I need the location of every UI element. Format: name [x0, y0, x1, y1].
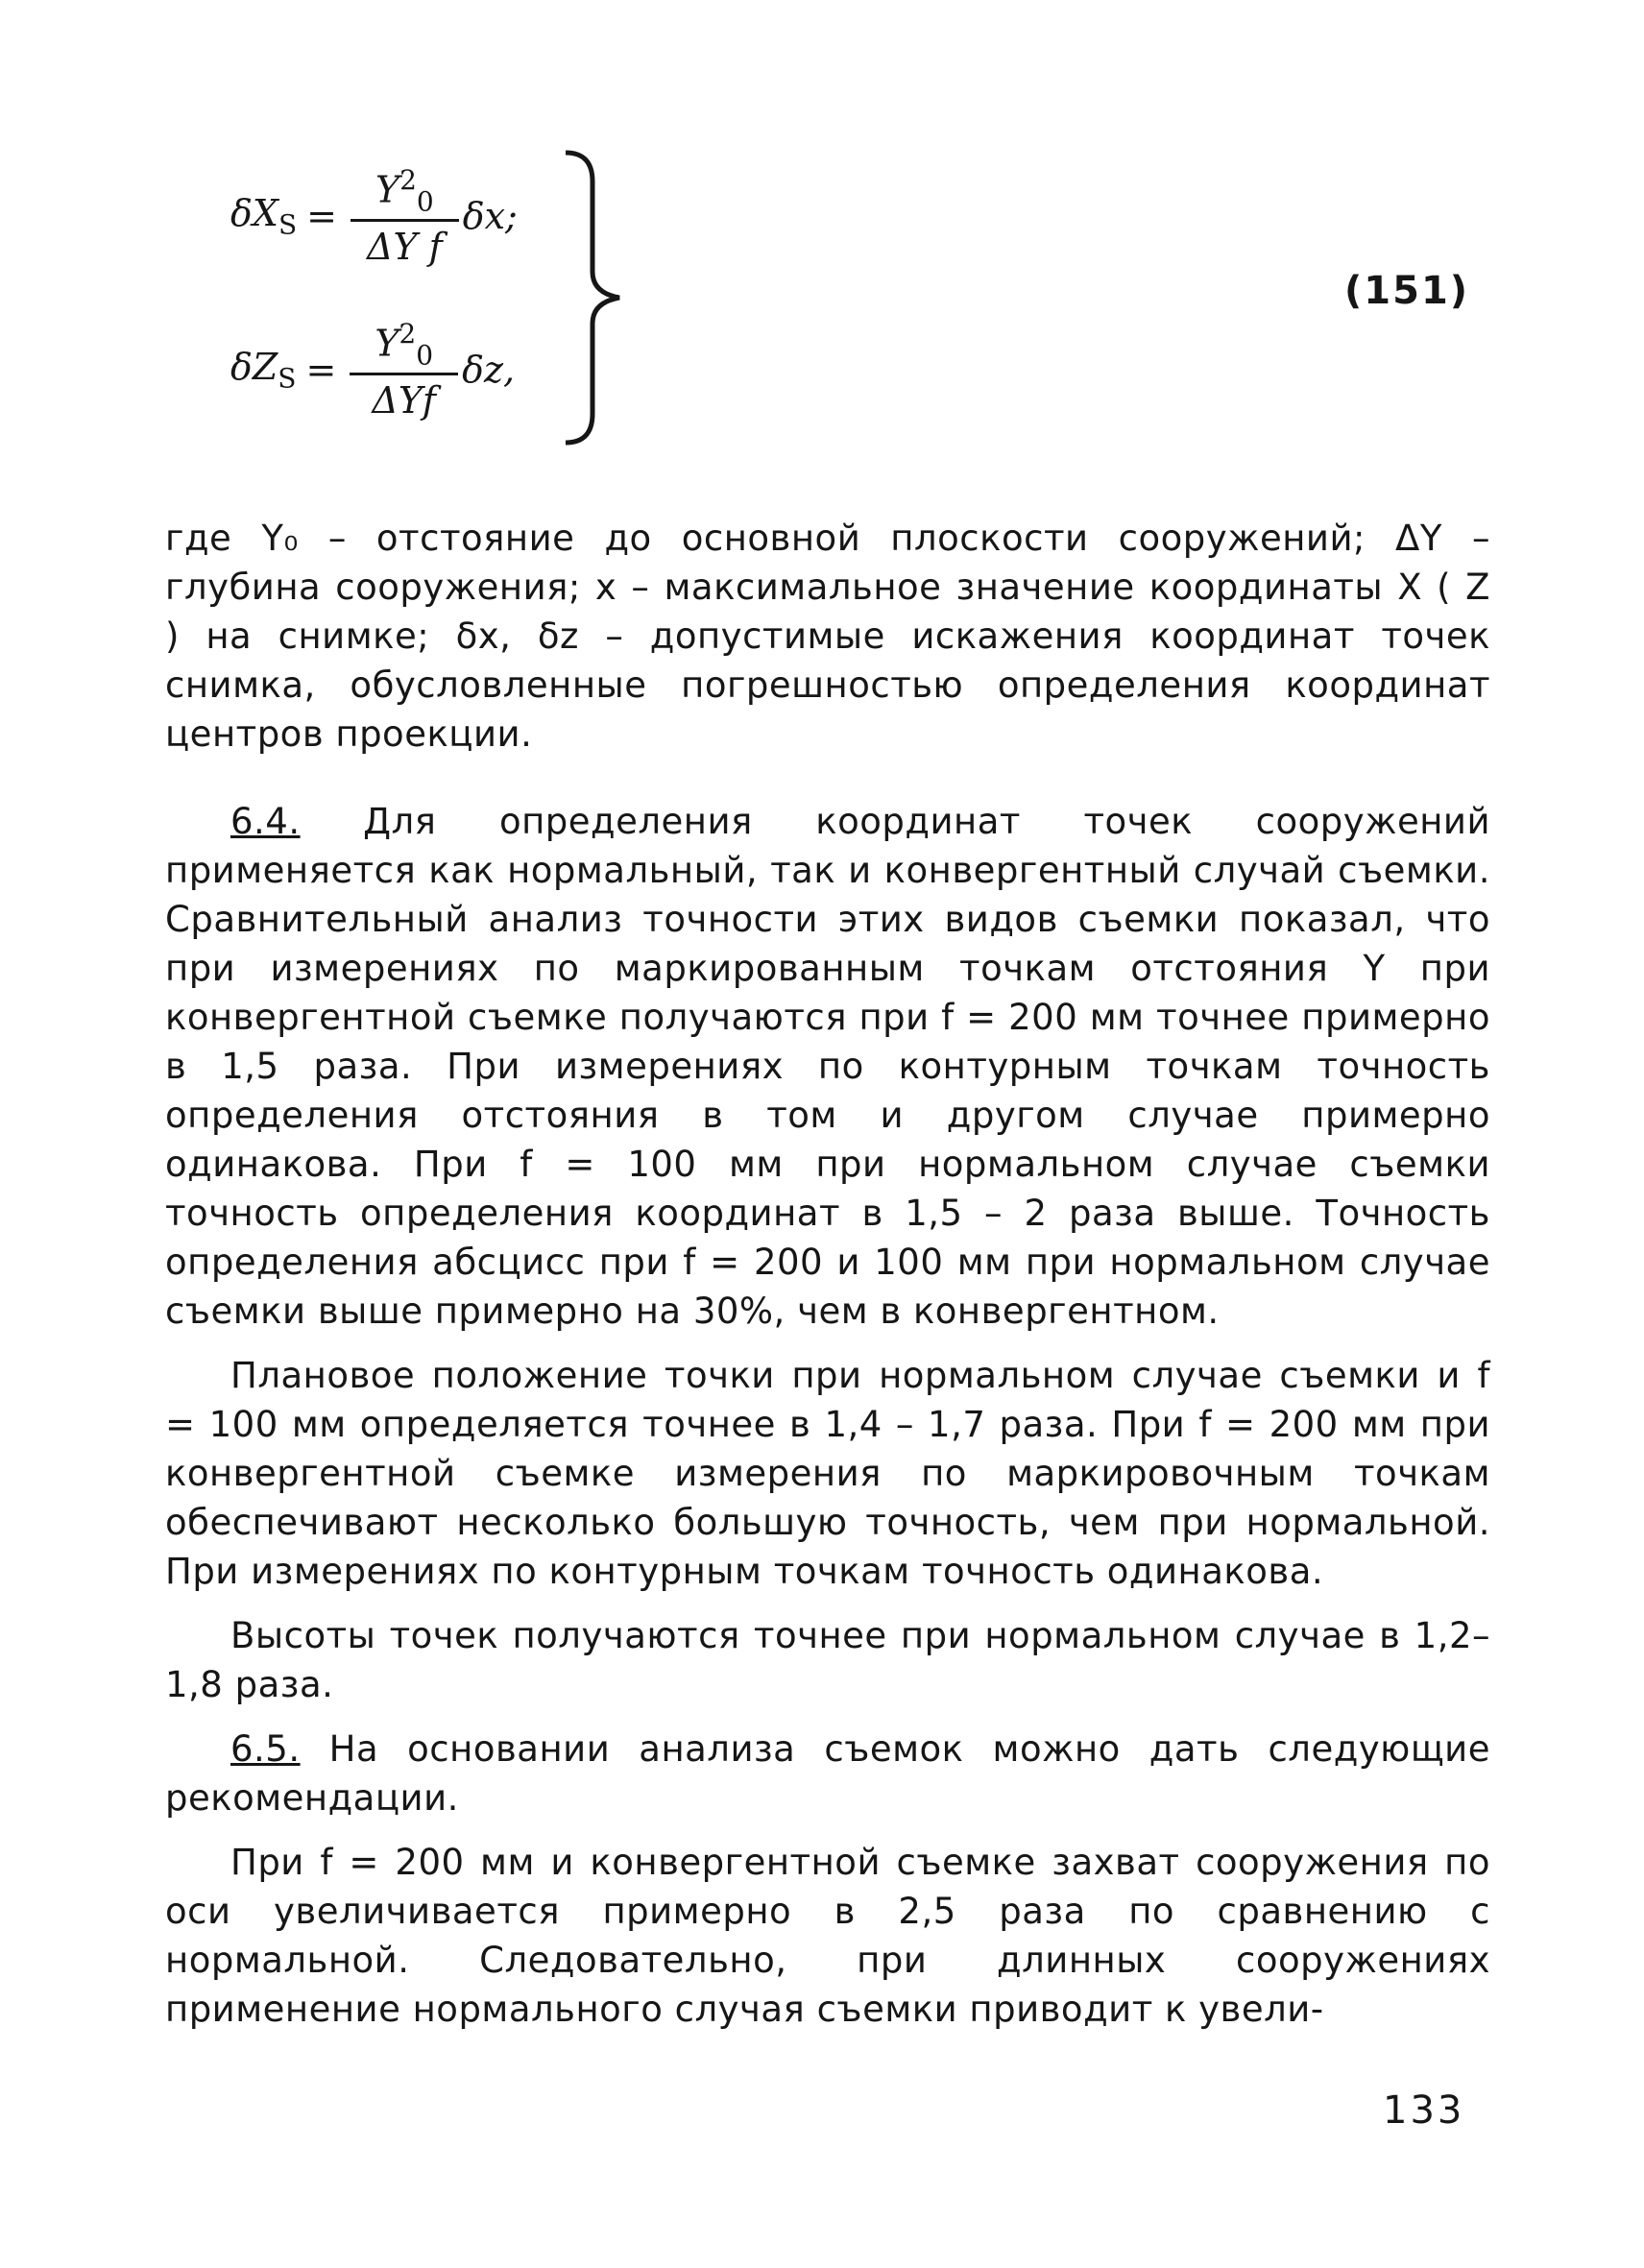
fraction: [351, 164, 459, 268]
equation-factor: δx;: [462, 195, 518, 237]
section-number: 6.4.: [230, 801, 301, 842]
equals-sign: =: [306, 195, 337, 237]
equation-delta-zs: [230, 317, 515, 422]
capture-paragraph: При f = 200 мм и конвергентной съемке захват сооружения по оси увеличивается примерно в 2,5 раза по сравнению с нормальной. Следовательно, при длинных сооружениях применение нормального случая съемки приводит к увели-: [165, 1842, 1490, 2030]
equation-number: (151): [1344, 269, 1470, 313]
right-brace-icon: [562, 149, 629, 446]
heights-paragraph: Высоты точек получаются точнее при нормальном случае в 1,2–1,8 раза.: [165, 1615, 1490, 1705]
fraction-numerator: $Y^2_0$: [351, 164, 459, 222]
fraction: [350, 318, 458, 422]
fraction-numerator: $Y^2_0$: [350, 318, 458, 375]
equation-lhs: $\delta Z_S$: [230, 345, 297, 395]
equation-lhs: $\delta X_S$: [230, 191, 298, 241]
equation-factor: δz,: [462, 349, 516, 391]
definitions-paragraph: где Y₀ – отстояние до основной плоскости сооружений; ΔY – глубина сооружения; x – максимальное значение координаты X ( Z ) на снимке; δx, δz – допустимые искажения координат точек снимка, обусловленные погрешностью определения координат центров проекции.: [165, 518, 1490, 755]
section-6-4-paragraph: 6.4. Для определения координат точек сооружений применяется как нормальный, так и конвергентный случай съемки. Сравнительный анализ точности этих видов съемки показал, что при измерениях по маркированным точкам отстояния Y при конвергентной съемке получаются при f = 200 мм точнее примерно в 1,5 раза. При измерениях по контурным точкам точность определения отстояния в том и другом случае примерно одинакова. При f = 100 мм при нормальном случае съемки точность определения координат в 1,5 – 2 раза выше. Точность определения абсцисс при f = 200 и 100 мм при нормальном случае съемки выше примерно на 30%, чем в конвергентном.: [165, 801, 1490, 1332]
page-number: 133: [1383, 2088, 1465, 2133]
body-text-main: [165, 797, 1490, 2049]
equation-delta-xs: [230, 163, 518, 269]
body-text: [165, 514, 1490, 774]
section-6-5-paragraph: 6.5. На основании анализа съемок можно дать следующие рекомендации.: [165, 1728, 1490, 1819]
fraction-denominator: ΔY f: [367, 226, 443, 269]
planned-position-paragraph: Плановое положение точки при нормальном случае съемки и f = 100 мм определяется точнее в 1,4 – 1,7 раза. При f = 200 мм при конвергентной съемке измерения по маркировочным точкам обеспечивают несколько большую точность, чем при нормальной. При измерениях по контурным точкам точность одинакова.: [165, 1355, 1490, 1592]
fraction-denominator: ΔYf: [372, 379, 436, 422]
section-number: 6.5.: [230, 1728, 301, 1770]
formula-block: [230, 144, 1479, 461]
equals-sign: =: [305, 349, 337, 391]
